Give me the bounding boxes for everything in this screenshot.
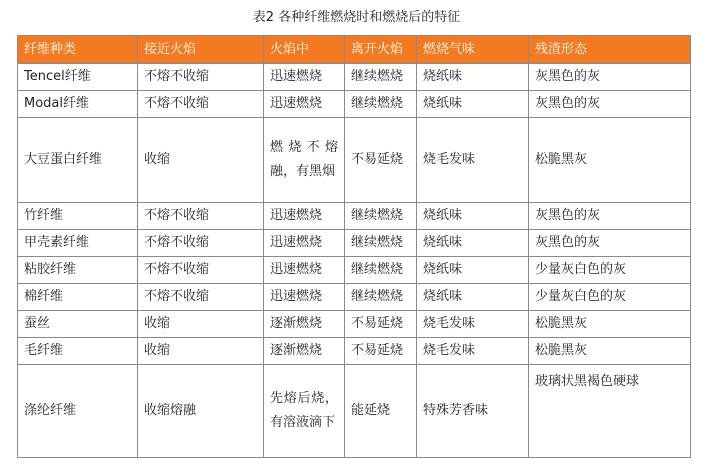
cell-in-flame: 先熔后烧，有溶液滴下 xyxy=(264,365,345,458)
cell-burning-odor: 烧纸味 xyxy=(417,257,529,284)
cell-fiber-type: 棉纤维 xyxy=(18,284,138,311)
cell-residue-form: 玻璃状黑褐色硬球 xyxy=(529,365,691,458)
cell-residue-form: 少量灰白色的灰 xyxy=(529,257,691,284)
cell-residue-form: 少量灰白色的灰 xyxy=(529,284,691,311)
cell-residue-form: 灰黑色的灰 xyxy=(529,203,691,230)
cell-leave-flame: 继续燃烧 xyxy=(345,284,417,311)
cell-in-flame: 迅速燃烧 xyxy=(264,64,345,91)
table-row xyxy=(18,338,691,365)
cell-burning-odor: 烧毛发味 xyxy=(417,338,529,365)
cell-fiber-type: 竹纤维 xyxy=(18,203,138,230)
table-row xyxy=(18,284,691,311)
cell-fiber-type: 蚕丝 xyxy=(18,311,138,338)
cell-residue-form: 松脆黑灰 xyxy=(529,311,691,338)
cell-in-flame: 逐渐燃烧 xyxy=(264,311,345,338)
cell-burning-odor: 烧纸味 xyxy=(417,230,529,257)
cell-burning-odor: 烧纸味 xyxy=(417,203,529,230)
cell-near-flame: 不熔不收缩 xyxy=(138,257,264,284)
cell-in-flame: 迅速燃烧 xyxy=(264,91,345,118)
cell-burning-odor: 特殊芳香味 xyxy=(417,365,529,458)
table-caption: 表2 各种纤维燃烧时和燃烧后的特征 xyxy=(252,10,461,25)
cell-leave-flame: 继续燃烧 xyxy=(345,203,417,230)
cell-leave-flame: 继续燃烧 xyxy=(345,91,417,118)
header-residue-form: 残渣形态 xyxy=(529,36,691,64)
cell-fiber-type: 大豆蛋白纤维 xyxy=(18,118,138,203)
table-row xyxy=(18,365,691,458)
cell-burning-odor: 烧纸味 xyxy=(417,284,529,311)
table-row xyxy=(18,203,691,230)
cell-near-flame: 收缩 xyxy=(138,311,264,338)
cell-in-flame: 迅速燃烧 xyxy=(264,257,345,284)
header-in-flame: 火焰中 xyxy=(264,36,345,64)
cell-near-flame: 不熔不收缩 xyxy=(138,91,264,118)
cell-burning-odor: 烧毛发味 xyxy=(417,311,529,338)
cell-in-flame: 逐渐燃烧 xyxy=(264,338,345,365)
table-row xyxy=(18,118,691,203)
cell-near-flame: 不熔不收缩 xyxy=(138,284,264,311)
cell-leave-flame: 继续燃烧 xyxy=(345,64,417,91)
cell-burning-odor: 烧毛发味 xyxy=(417,118,529,203)
cell-fiber-type: 甲壳素纤维 xyxy=(18,230,138,257)
cell-in-flame: 燃烧不熔融，有黑烟 xyxy=(264,118,345,203)
cell-fiber-type: Modal纤维 xyxy=(18,91,138,118)
cell-fiber-type: 涤纶纤维 xyxy=(18,365,138,458)
cell-leave-flame: 不易延烧 xyxy=(345,338,417,365)
header-row xyxy=(18,36,691,64)
cell-residue-form: 松脆黑灰 xyxy=(529,118,691,203)
cell-leave-flame: 继续燃烧 xyxy=(345,257,417,284)
table-row xyxy=(18,311,691,338)
header-fiber-type: 纤维种类 xyxy=(18,36,138,64)
table-row xyxy=(18,230,691,257)
cell-leave-flame: 不易延烧 xyxy=(345,118,417,203)
cell-leave-flame: 能延烧 xyxy=(345,365,417,458)
cell-fiber-type: 毛纤维 xyxy=(18,338,138,365)
cell-near-flame: 不熔不收缩 xyxy=(138,64,264,91)
header-near-flame: 接近火焰 xyxy=(138,36,264,64)
cell-in-flame: 迅速燃烧 xyxy=(264,230,345,257)
cell-residue-form: 灰黑色的灰 xyxy=(529,230,691,257)
cell-near-flame: 不熔不收缩 xyxy=(138,230,264,257)
cell-in-flame: 迅速燃烧 xyxy=(264,284,345,311)
cell-burning-odor: 烧纸味 xyxy=(417,64,529,91)
cell-near-flame: 收缩熔融 xyxy=(138,365,264,458)
cell-residue-form: 松脆黑灰 xyxy=(529,338,691,365)
cell-residue-form: 灰黑色的灰 xyxy=(529,91,691,118)
table-row xyxy=(18,257,691,284)
cell-residue-form: 灰黑色的灰 xyxy=(529,64,691,91)
cell-near-flame: 收缩 xyxy=(138,338,264,365)
cell-near-flame: 收缩 xyxy=(138,118,264,203)
table-row xyxy=(18,91,691,118)
cell-burning-odor: 烧纸味 xyxy=(417,91,529,118)
cell-leave-flame: 不易延烧 xyxy=(345,311,417,338)
cell-fiber-type: Tencel纤维 xyxy=(18,64,138,91)
cell-in-flame: 迅速燃烧 xyxy=(264,203,345,230)
header-burning-odor: 燃烧气味 xyxy=(417,36,529,64)
header-leave-flame: 离开火焰 xyxy=(345,36,417,64)
table-row xyxy=(18,64,691,91)
cell-leave-flame: 继续燃烧 xyxy=(345,230,417,257)
fiber-burning-table xyxy=(17,35,691,458)
cell-near-flame: 不熔不收缩 xyxy=(138,203,264,230)
cell-fiber-type: 粘胶纤维 xyxy=(18,257,138,284)
